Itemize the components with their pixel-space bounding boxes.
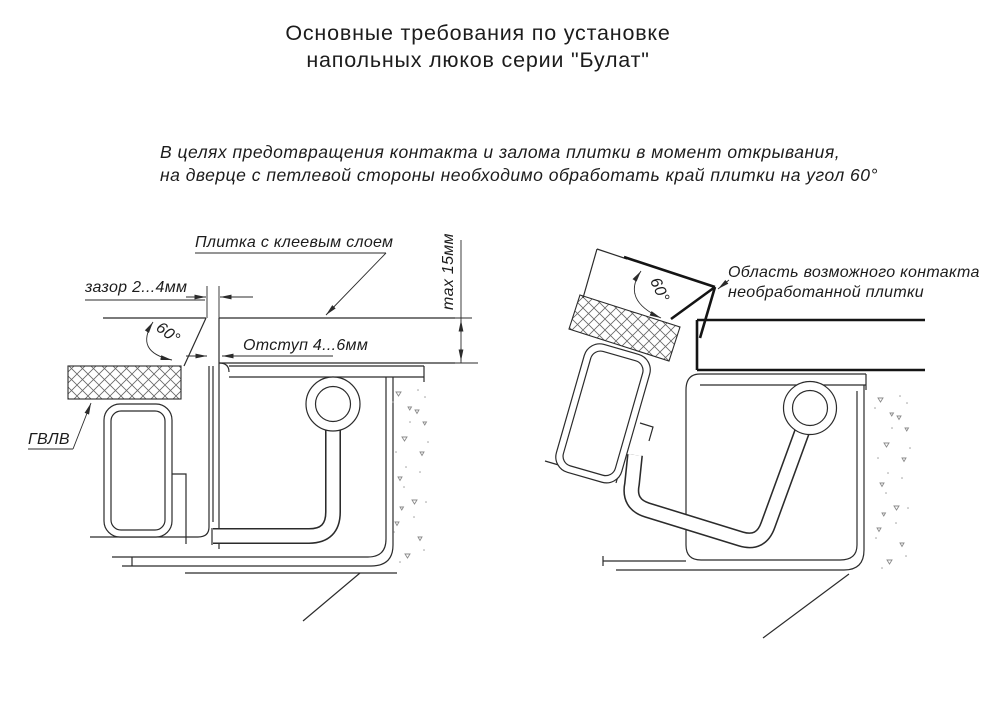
- left-annotations: [28, 233, 478, 449]
- right-annotations: [634, 264, 979, 318]
- hinge-pin-inner-open: [793, 391, 828, 426]
- break-line-right: [763, 574, 849, 638]
- concrete-texture-left: [393, 390, 428, 562]
- left-figure-closed-hatch: [28, 233, 478, 621]
- title-line-1: Основные требования по установке: [285, 21, 671, 45]
- note-block: [160, 142, 878, 185]
- door-tile-edge: [583, 249, 627, 298]
- door-bracket-open: [640, 423, 653, 441]
- door-tube-profile: [104, 404, 172, 537]
- max-height-dimension-text: max 15мм: [440, 233, 457, 310]
- hinge-assembly: [212, 377, 360, 545]
- hinge-pin-inner: [316, 387, 351, 422]
- title-block: [285, 21, 670, 72]
- contact-caption-line-1: Область возможного контакта: [728, 264, 980, 281]
- contact-caption-line-2: необработанной плитки: [728, 284, 925, 301]
- tile-chamfer-edge: [184, 318, 206, 366]
- break-line: [303, 573, 360, 621]
- concrete-texture-right: [875, 396, 910, 568]
- door-bracket: [172, 474, 186, 544]
- angle-dimension-text-open: 60°: [646, 275, 673, 306]
- hinge-assembly-open: [631, 382, 836, 541]
- gap-dimension-text: зазор 2...4мм: [85, 279, 188, 296]
- fixed-tile-thick: [697, 320, 925, 370]
- tile-caption: Плитка с клеевым слоем: [195, 234, 394, 251]
- gvl-board-hatched: [68, 366, 181, 399]
- title-line-2: напольных люков серии "Булат": [306, 48, 650, 72]
- right-figure-open-hatch: [545, 249, 980, 638]
- angle-dimension-text: 60°: [152, 319, 183, 348]
- note-line-2: на дверце с петлевой стороны необходимо обработать край плитки на угол 60°: [160, 165, 879, 185]
- offset-dimension-text: Отступ 4...6мм: [243, 337, 369, 354]
- gvl-label: ГВЛВ: [28, 431, 70, 448]
- note-line-1: В целях предотвращения контакта и залома плитки в момент открывания,: [160, 142, 841, 162]
